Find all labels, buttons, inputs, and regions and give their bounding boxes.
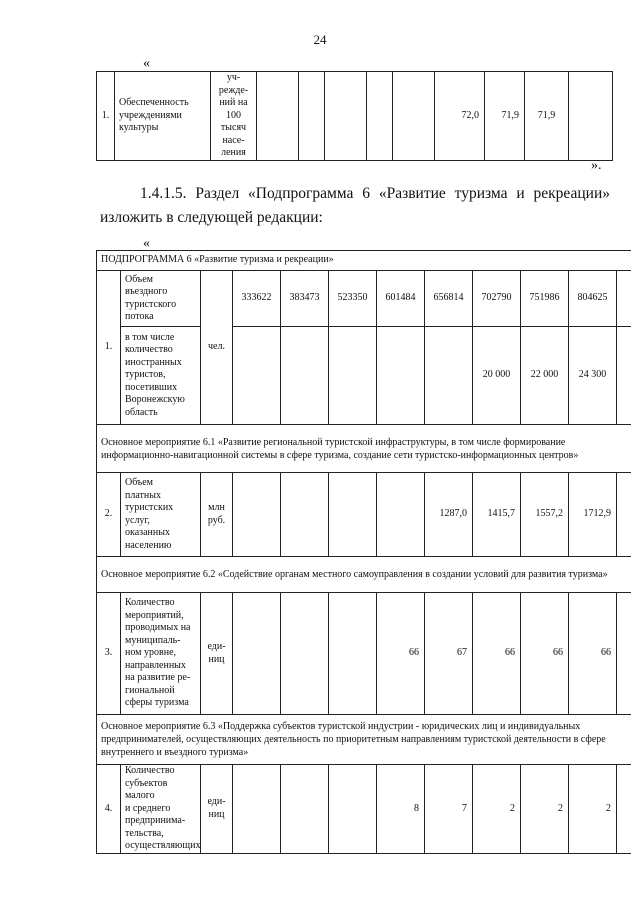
value-cell: 523350 [329,271,377,327]
indicator-line: туристского [125,298,177,310]
measure-6-2: Основное мероприятие 6.2 «Содействие органам местного самоуправления в создании условий для развития туризма» [97,557,631,593]
indicator-line: услуг, [125,514,150,526]
indicator-line: ном уровне, [125,647,177,659]
value-cell [325,72,367,161]
indicator-line: Воронежскую [125,394,185,406]
value-cell [281,593,329,715]
value-cell: 71,9 [485,72,525,161]
measure-6-3: Основное мероприятие 6.3 «Поддержка субъектов туристской индустрии - юридических лиц и индивидуальных предпринимателей, осуществляющих деятельность по приоритетным направлениям туристской деятельности в сфере внутреннего и въездного туризма» [97,715,631,765]
value-cell [233,327,281,425]
value-cell: 656814 [425,271,473,327]
measure-row [97,425,631,473]
unit-line: еди- [207,796,226,808]
value-cell [281,765,329,854]
value-cell: 1415,7 [473,473,521,557]
indicator-line: направленных [125,659,186,671]
indicator-line: Объем [125,273,153,285]
indicator-line: Количество [125,765,175,776]
indicator-line: гиональной [125,684,175,696]
indicator-line: осуществляющих [125,840,201,851]
table-row [97,473,631,557]
row-number: 1. [97,271,121,425]
measure-row [97,715,631,765]
value-cell: 383473 [281,271,329,327]
opening-quote: « [143,236,150,251]
value-cell: 751986 [521,271,569,327]
indicator-line: туристов, [125,369,166,381]
indicator-line: платных [125,489,161,501]
indicator-name [121,327,201,425]
indicator-line: в том числе [125,331,175,343]
indicator-name [121,473,201,557]
unit-line: 100 [226,109,241,121]
indicator-line: оказанных [125,527,170,538]
value-cell: 2 [521,765,569,854]
indicator-line: Объем [125,477,153,488]
page-number: 24 [313,32,327,47]
indicator-line: количество [125,344,173,356]
value-cell [329,765,377,854]
indicator-name: Обеспеченность учреждениями культуры [115,72,211,161]
indicator-line: мероприятий, [125,609,184,621]
indicator-line: иностранных [125,356,182,368]
unit-line: руб. [207,514,226,526]
unit-line: млн [208,502,225,513]
table-row [97,271,631,327]
value-cell [233,765,281,854]
value-cell [233,473,281,557]
value-cell: 601484 [377,271,425,327]
unit-cell [211,72,257,161]
value-cell [281,327,329,425]
value-cell: 804625 [569,271,617,327]
indicator-line: посетивших [125,381,178,393]
indicator-name [121,765,201,854]
unit-line: насе- [222,134,245,146]
subprogram-title: ПОДПРОГРАММА 6 «Развитие туризма и рекреации» [97,251,631,271]
row-number: 4. [97,765,121,854]
value-cell [617,473,631,557]
measure-6-1: Основное мероприятие 6.1 «Развитие региональной туристской инфраструктуры, в том числе формирование информационно-навигационной системы в сфере туризма, создание сети туристско-информационных центров» [97,425,631,473]
indicator-line: сферы туризма [125,697,189,709]
value-cell: 2 [473,765,521,854]
subprogram-title-row [97,251,631,271]
value-cell: 66 [521,593,569,715]
section-heading-line-1: 1.4.1.5. Раздел «Подпрограмма 6 «Развитие туризма и рекреации» [140,185,610,202]
value-cell [329,327,377,425]
table-row [97,327,631,425]
closing-quote: ». [591,158,602,173]
value-cell: 66 [569,593,617,715]
indicator-line: на развитие ре- [125,672,191,684]
indicator-line: потока [125,311,154,322]
value-cell: 1712,9 [569,473,617,557]
table-row [97,765,631,854]
unit-line: ний на [219,97,248,108]
value-cell: 2 [569,765,617,854]
value-cell: 67 [425,593,473,715]
unit-line: тысяч [220,122,247,133]
value-cell [257,72,299,161]
unit-line: уч- [226,72,241,83]
opening-quote-top: « [143,56,150,71]
indicator-name [121,593,201,715]
value-cell [329,473,377,557]
table-row [97,593,631,715]
unit-line: режде- [218,84,249,96]
unit-line: ниц [208,808,225,820]
unit-cell [201,765,233,854]
row-number: 2. [97,473,121,557]
value-cell [393,72,435,161]
value-cell: 20 000 [473,327,521,425]
indicator-line: туристских [125,502,174,513]
unit-cell: чел. [201,271,233,425]
value-cell: 66 [473,593,521,715]
value-cell: 22 000 [521,327,569,425]
value-cell [329,593,377,715]
value-cell [367,72,393,161]
value-cell: 66 [377,593,425,715]
indicator-line: тельства, [125,827,164,839]
indicator-line: и среднего [125,802,171,814]
table-row [97,72,613,161]
value-cell: 71,9 [525,72,569,161]
unit-line: ления [221,147,246,158]
value-cell: 7 [425,765,473,854]
value-cell: 72,0 [435,72,485,161]
indicator-line: населению [125,539,172,551]
unit-cell [201,473,233,557]
indicator-line: муниципаль- [125,634,181,646]
value-cell [617,593,631,715]
measure-row [97,557,631,593]
unit-cell [201,593,233,715]
value-cell [377,327,425,425]
value-cell: 1557,2 [521,473,569,557]
indicator-line: предпринима- [125,815,186,826]
indicator-name [121,271,201,327]
subprogram-6-table [96,250,631,854]
value-cell: 333622 [233,271,281,327]
value-cell: 24 300 [569,327,617,425]
row-number: 1. [97,72,115,161]
section-heading-line-2: изложить в следующей редакции: [100,209,323,226]
value-cell: 8 [377,765,425,854]
indicator-line: область [125,406,158,418]
row-number: 3. [97,593,121,715]
culture-table [96,71,613,161]
indicator-line: проводимых на [125,622,191,634]
value-cell: 702790 [473,271,521,327]
indicator-line: Количество [125,597,175,609]
value-cell [299,72,325,161]
value-cell [569,72,613,161]
unit-line: еди- [207,641,226,652]
value-cell [377,473,425,557]
value-cell [617,271,631,327]
value-cell [617,765,631,854]
value-cell [281,473,329,557]
indicator-line: въездного [125,286,168,297]
value-cell [233,593,281,715]
value-cell [425,327,473,425]
value-cell [617,327,631,425]
value-cell: 1287,0 [425,473,473,557]
indicator-line: субъектов малого [125,777,168,801]
unit-line: ниц [208,653,225,665]
